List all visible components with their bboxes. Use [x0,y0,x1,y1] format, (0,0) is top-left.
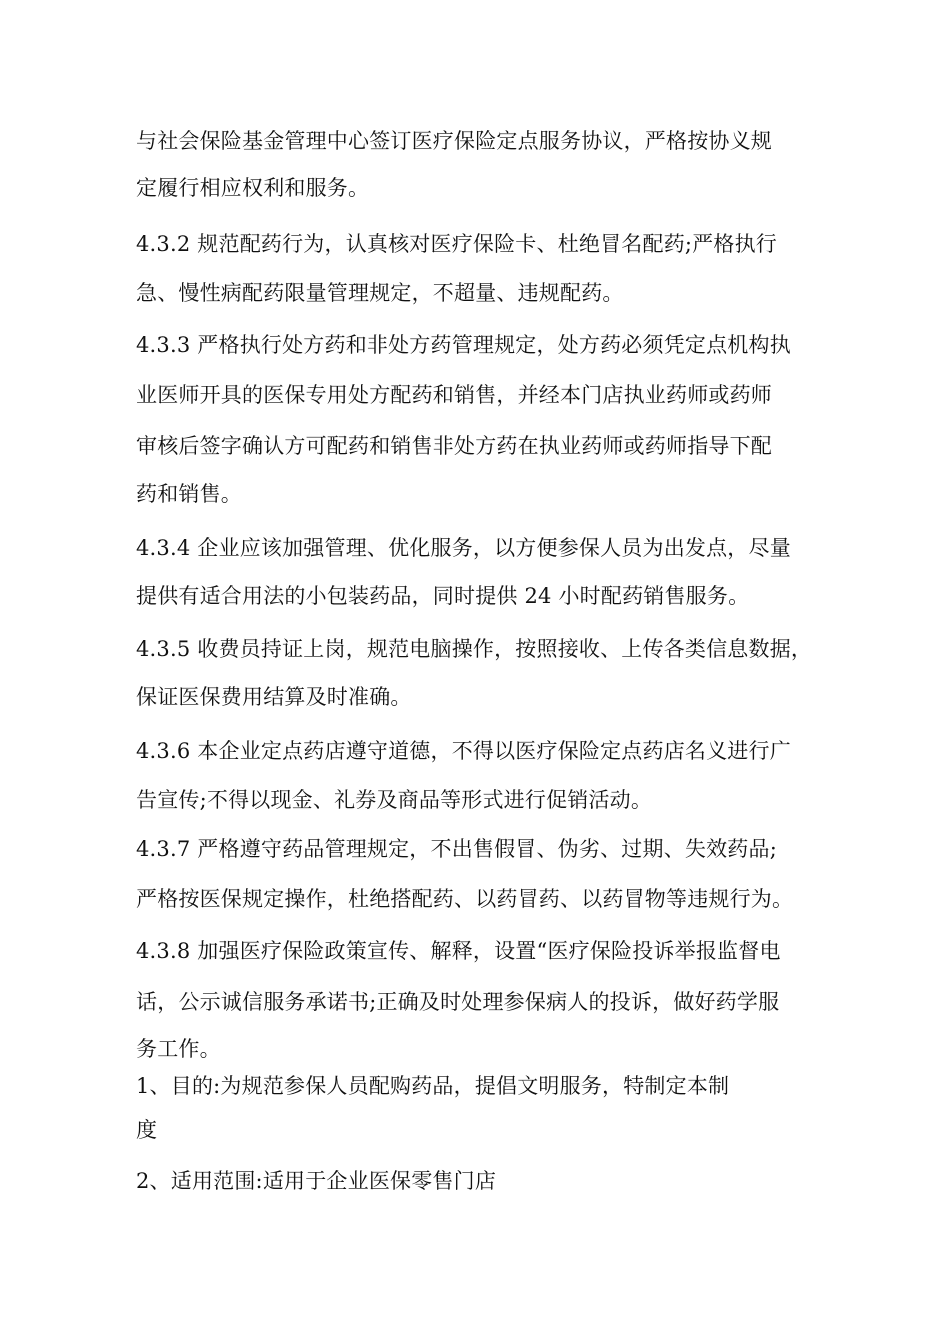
text-line: 急、慢性病配药限量管理规定，不超量、违规配药。 [136,281,624,305]
text-line: 2、适用范围:适用于企业医保零售门店 [136,1169,497,1193]
text-line: 严格按医保规定操作，杜绝搭配药、以药冒药、以药冒物等违规行为。 [136,887,794,911]
text-line: 4.3.4 企业应该加强管理、优化服务，以方便参保人员为出发点，尽量 [136,536,791,560]
text-line: 务工作。 [136,1037,221,1061]
text-line: 4.3.8 加强医疗保险政策宣传、解释，设置“医疗保险投诉举报监督电 [136,939,781,963]
text-line: 度 [136,1118,158,1142]
text-line: 4.3.2 规范配药行为，认真核对医疗保险卡、杜绝冒名配药;严格执行 [136,232,777,256]
text-line: 告宣传;不得以现金、礼券及商品等形式进行促销活动。 [136,788,653,812]
text-line: 业医师开具的医保专用处方配药和销售，并经本门店执业药师或药师 [136,383,772,407]
text-line: 4.3.7 严格遵守药品管理规定，不出售假冒、伪劣、过期、失效药品; [136,837,777,861]
text-line: 话，公示诚信服务承诺书;正确及时处理参保病人的投诉，做好药学服 [136,990,780,1014]
text-line: 4.3.6 本企业定点药店遵守道德，不得以医疗保险定点药店名义进行广 [136,739,791,763]
text-line: 定履行相应权利和服务。 [136,176,370,200]
text-line: 药和销售。 [136,482,242,506]
text-line: 审核后签字确认方可配药和销售非处方药在执业药师或药师指导下配 [136,434,772,458]
text-line: 4.3.5 收费员持证上岗，规范电脑操作，按照接收、上传各类信息数据， [136,637,813,661]
text-line: 1、目的:为规范参保人员配购药品，提倡文明服务，特制定本制 [136,1074,730,1098]
text-line: 保证医保费用结算及时准确。 [136,685,412,709]
text-line: 与社会保险基金管理中心签订医疗保险定点服务协议，严格按协义规 [136,129,772,153]
text-line: 提供有适合用法的小包装药品，同时提供 24 小时配药销售服务。 [136,584,750,608]
text-line: 4.3.3 严格执行处方药和非处方药管理规定，处方药必须凭定点机构执 [136,333,791,357]
